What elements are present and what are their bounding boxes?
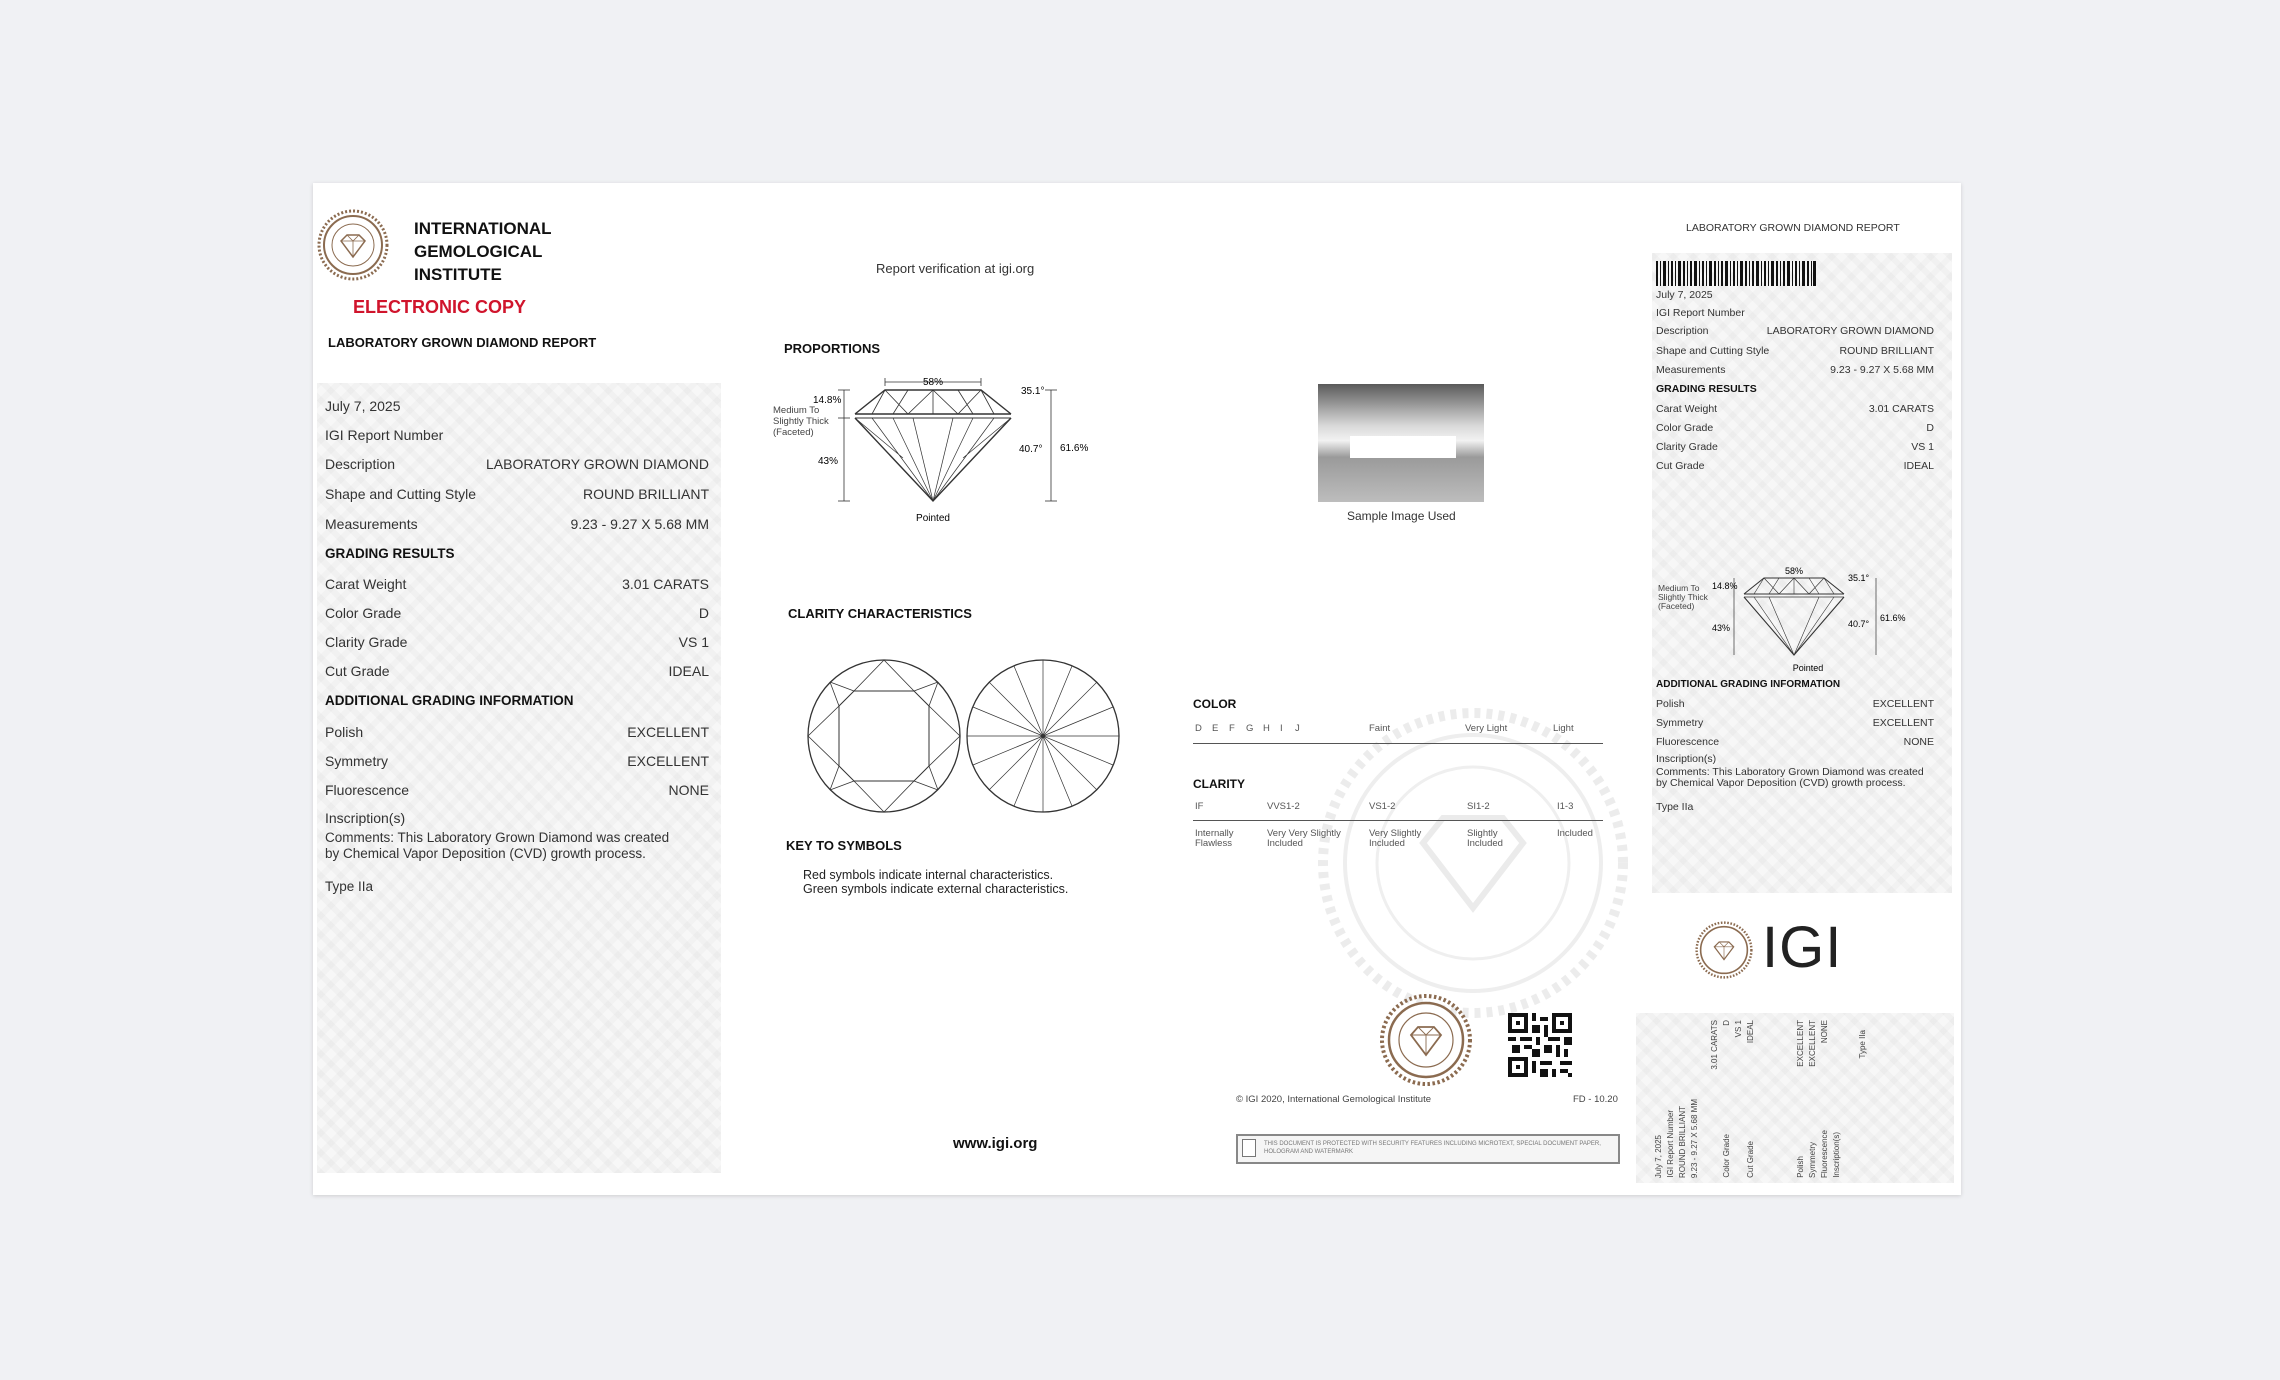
r-symmetry-row — [1656, 717, 1934, 729]
description-value: LABORATORY GROWN DIAMOND — [486, 456, 709, 472]
r-cut-row — [1656, 460, 1934, 472]
r-clarity-label: Clarity Grade — [1656, 441, 1718, 453]
igi-seal-stamp — [1379, 993, 1473, 1087]
r-carat-row — [1656, 403, 1934, 415]
sample-caption: Sample Image Used — [1347, 509, 1456, 523]
rot-color-label: Color Grade — [1722, 1134, 1731, 1178]
carat-row — [325, 576, 709, 592]
proportions-heading: PROPORTIONS — [784, 341, 881, 356]
r-polish-label: Polish — [1656, 698, 1685, 710]
r-date-row — [1656, 289, 1934, 301]
total-depth: 61.6% — [1060, 443, 1088, 454]
key-line2: Green symbols indicate external characteristics. — [803, 882, 1069, 896]
rot-shape: ROUND BRILLIANT — [1678, 1105, 1687, 1178]
color-value: D — [698, 605, 709, 621]
r-polish-value: EXCELLENT — [1872, 698, 1934, 710]
clarity-desc-vs: Very Slightly Included — [1369, 828, 1422, 849]
clarity-scale-grades — [1195, 801, 1605, 815]
description-row — [325, 456, 709, 472]
clarity-plot-crown — [806, 658, 962, 814]
fluorescence-value: NONE — [668, 782, 709, 798]
color-letter-f: F — [1229, 723, 1235, 734]
clarity-desc-if: Internally Flawless — [1195, 828, 1234, 849]
r-description-label: Description — [1656, 325, 1709, 337]
rotated-summary — [1636, 1018, 1954, 1188]
culet-label: Pointed — [916, 513, 950, 524]
r-crown-height: 14.8% — [1712, 581, 1738, 591]
r-color-value: D — [1926, 422, 1934, 434]
rot-inscription-label: Inscription(s) — [1832, 1132, 1841, 1178]
r-fluorescence-value: NONE — [1903, 736, 1934, 748]
report-document — [313, 183, 1961, 1195]
color-scale-line — [1193, 743, 1603, 744]
color-letter-e: E — [1212, 723, 1219, 734]
color-very-light: Very Light — [1465, 723, 1508, 734]
clarity-grade-vs: VS1-2 — [1369, 801, 1396, 812]
comments-text: Comments: This Laboratory Grown Diamond was created by Chemical Vapor Deposition (CVD) growth process. — [325, 830, 670, 861]
color-scale-heading: COLOR — [1193, 697, 1237, 711]
clarity-plot-pavilion — [965, 658, 1121, 814]
polish-value: EXCELLENT — [627, 724, 709, 740]
r-crown-angle: 35.1° — [1848, 573, 1870, 583]
r-carat-value: 3.01 CARATS — [1868, 403, 1934, 415]
key-heading: KEY TO SYMBOLS — [786, 838, 902, 853]
r-color-row — [1656, 422, 1934, 434]
girdle-label: Medium To Slightly Thick (Faceted) — [773, 405, 829, 438]
cut-value: IDEAL — [668, 663, 709, 679]
symmetry-row — [325, 753, 709, 769]
clarity-grade-si: SI1-2 — [1467, 801, 1490, 812]
rot-fluorescence-label: Fluorescence — [1820, 1129, 1829, 1178]
r-polish-row — [1656, 698, 1934, 710]
carat-label: Carat Weight — [325, 576, 407, 592]
inscription-row — [325, 810, 709, 826]
igi-seal-logo — [317, 209, 389, 281]
rot-measurements: 9.23 - 9.27 X 5.68 MM — [1690, 1098, 1699, 1178]
r-measurements-row — [1656, 364, 1934, 376]
watermark-seal — [1318, 708, 1628, 1018]
color-letter-j: J — [1295, 723, 1300, 734]
rot-cut-label: Cut Grade — [1746, 1141, 1755, 1178]
r-color-label: Color Grade — [1656, 422, 1714, 434]
form-number: FD - 10.20 — [1573, 1094, 1618, 1105]
shape-label: Shape and Cutting Style — [325, 486, 476, 502]
fluorescence-label: Fluorescence — [325, 782, 410, 798]
verification-text: Report verification at igi.org — [876, 261, 1035, 276]
report-number-label: IGI Report Number — [325, 427, 444, 443]
crown-angle: 35.1° — [1021, 386, 1045, 397]
r-comments: Comments: This Laboratory Grown Diamond was created by Chemical Vapor Deposition (CVD) growth process. — [1656, 766, 1924, 789]
r-report-number-row — [1656, 307, 1934, 319]
r-culet: Pointed — [1792, 663, 1824, 673]
color-letter-d: D — [1195, 723, 1202, 734]
org-line1: INTERNATIONAL — [414, 219, 552, 238]
cut-label: Cut Grade — [325, 663, 390, 679]
rot-clarity: VS 1 — [1734, 1020, 1743, 1038]
clarity-label: Clarity Grade — [325, 634, 408, 650]
inscription-label: Inscription(s) — [325, 810, 406, 826]
r-clarity-value: VS 1 — [1911, 441, 1934, 453]
r-shape-value: ROUND BRILLIANT — [1839, 345, 1934, 357]
r-symmetry-value: EXCELLENT — [1872, 717, 1934, 729]
rot-fluorescence: NONE — [1820, 1020, 1829, 1044]
r-type: Type IIa — [1656, 801, 1694, 813]
report-number-row — [325, 427, 709, 443]
right-title: LABORATORY GROWN DIAMOND REPORT — [1686, 222, 1900, 234]
measurements-value: 9.23 - 9.27 X 5.68 MM — [570, 516, 709, 532]
r-inscription-row — [1656, 753, 1934, 765]
type-text: Type IIa — [325, 879, 374, 894]
fluorescence-row — [325, 782, 709, 798]
key-line1: Red symbols indicate internal characteristics. — [803, 868, 1054, 882]
r-fluorescence-label: Fluorescence — [1656, 736, 1720, 748]
polish-label: Polish — [325, 724, 364, 740]
cut-row — [325, 663, 709, 679]
igi-logo-seal — [1695, 921, 1753, 979]
electronic-copy-label: ELECTRONIC COPY — [353, 297, 527, 317]
color-letter-h: H — [1263, 723, 1270, 734]
report-date: July 7, 2025 — [325, 398, 401, 414]
r-description-value: LABORATORY GROWN DIAMOND — [1766, 325, 1934, 337]
sample-image — [1318, 384, 1484, 502]
symmetry-value: EXCELLENT — [627, 753, 709, 769]
measurements-row — [325, 516, 709, 532]
rot-cut: IDEAL — [1746, 1020, 1755, 1044]
additional-heading: ADDITIONAL GRADING INFORMATION — [325, 693, 574, 708]
org-line2: GEMOLOGICAL — [414, 242, 543, 261]
copyright-text: © IGI 2020, International Gemological Institute — [1236, 1094, 1431, 1105]
barcode — [1656, 261, 1816, 286]
r-table-pct: 58% — [1784, 567, 1804, 576]
color-letter-g: G — [1246, 723, 1254, 734]
table-pct: 58% — [922, 378, 944, 388]
color-faint: Faint — [1369, 723, 1391, 734]
rot-polish: EXCELLENT — [1796, 1020, 1805, 1067]
org-line3: INSTITUTE — [414, 265, 502, 284]
r-measurements-value: 9.23 - 9.27 X 5.68 MM — [1830, 364, 1934, 376]
r-date: July 7, 2025 — [1656, 289, 1713, 301]
grading-heading: GRADING RESULTS — [325, 546, 455, 561]
clarity-desc-vvs: Very Very Slightly Included — [1267, 828, 1341, 849]
rot-symmetry-label: Symmetry — [1808, 1142, 1817, 1178]
r-clarity-row — [1656, 441, 1934, 453]
r-pavilion-angle: 40.7° — [1848, 619, 1870, 629]
clarity-desc-si: Slightly Included — [1467, 828, 1503, 849]
clarity-scale-descs — [1195, 829, 1615, 859]
r-cut-value: IDEAL — [1903, 460, 1934, 472]
r-girdle-label: Medium To Slightly Thick (Faceted) — [1658, 583, 1708, 611]
r-grading-heading: GRADING RESULTS — [1656, 383, 1757, 395]
measurements-label: Measurements — [325, 516, 418, 532]
security-strip — [1236, 1134, 1620, 1164]
qr-code — [1508, 1013, 1572, 1077]
r-pavilion-depth: 43% — [1712, 623, 1731, 633]
rot-type: Type IIa — [1858, 1030, 1867, 1059]
r-symmetry-label: Symmetry — [1656, 717, 1704, 729]
pavilion-angle: 40.7° — [1019, 444, 1043, 455]
color-row — [325, 605, 709, 621]
color-light: Light — [1553, 723, 1574, 734]
r-shape-label: Shape and Cutting Style — [1656, 345, 1770, 357]
proportions-diagram — [768, 378, 1088, 528]
description-label: Description — [325, 456, 396, 472]
r-inscription-label: Inscription(s) — [1656, 753, 1717, 765]
clarity-grade-if: IF — [1195, 801, 1204, 812]
right-details — [1656, 289, 1934, 869]
carat-value: 3.01 CARATS — [622, 576, 709, 592]
report-title: LABORATORY GROWN DIAMOND REPORT — [328, 335, 597, 350]
r-measurements-label: Measurements — [1656, 364, 1726, 376]
rot-carat: 3.01 CARATS — [1710, 1020, 1719, 1070]
clarity-desc-i: Included — [1557, 828, 1593, 839]
rot-color: D — [1722, 1020, 1731, 1026]
rot-date: July 7, 2025 — [1654, 1134, 1663, 1178]
color-scale-row — [1195, 723, 1595, 737]
pavilion-depth: 43% — [818, 456, 839, 467]
security-text: THIS DOCUMENT IS PROTECTED WITH SECURITY FEATURES INCLUDING MICROTEXT, SPECIAL DOCUMENT PAPER, HOLOGRAM AND WATERMARK — [1264, 1141, 1601, 1155]
shape-value: ROUND BRILLIANT — [582, 486, 709, 502]
symmetry-label: Symmetry — [325, 753, 388, 769]
color-label: Color Grade — [325, 605, 402, 621]
r-shape-row — [1656, 345, 1934, 357]
report-details — [325, 398, 709, 1098]
document-icon — [1242, 1139, 1256, 1157]
rot-report-number: IGI Report Number — [1666, 1110, 1675, 1178]
igi-logo-text: IGI — [1762, 915, 1843, 980]
clarity-scale-heading: CLARITY — [1193, 777, 1245, 791]
redacted-label — [1350, 436, 1456, 458]
r-description-row — [1656, 325, 1934, 337]
clarity-chars-heading: CLARITY CHARACTERISTICS — [788, 606, 972, 621]
clarity-row — [325, 634, 709, 650]
r-report-number-label: IGI Report Number — [1656, 307, 1745, 319]
r-total-depth: 61.6% — [1880, 613, 1906, 623]
website-link[interactable]: www.igi.org — [953, 1135, 1038, 1152]
report-date-row — [325, 398, 709, 414]
color-letter-i: I — [1280, 723, 1283, 734]
rot-symmetry: EXCELLENT — [1808, 1020, 1817, 1067]
r-carat-label: Carat Weight — [1656, 403, 1718, 415]
polish-row — [325, 724, 709, 740]
clarity-grade-i: I1-3 — [1557, 801, 1574, 812]
r-additional-heading: ADDITIONAL GRADING INFORMATION — [1656, 679, 1841, 690]
r-cut-label: Cut Grade — [1656, 460, 1705, 472]
rot-polish-label: Polish — [1796, 1156, 1805, 1178]
clarity-grade-vvs: VVS1-2 — [1267, 801, 1300, 812]
shape-row — [325, 486, 709, 502]
clarity-value: VS 1 — [678, 634, 709, 650]
org-name — [414, 217, 552, 286]
clarity-scale-line — [1193, 820, 1603, 821]
r-fluorescence-row — [1656, 736, 1934, 748]
crown-height: 14.8% — [813, 395, 842, 406]
